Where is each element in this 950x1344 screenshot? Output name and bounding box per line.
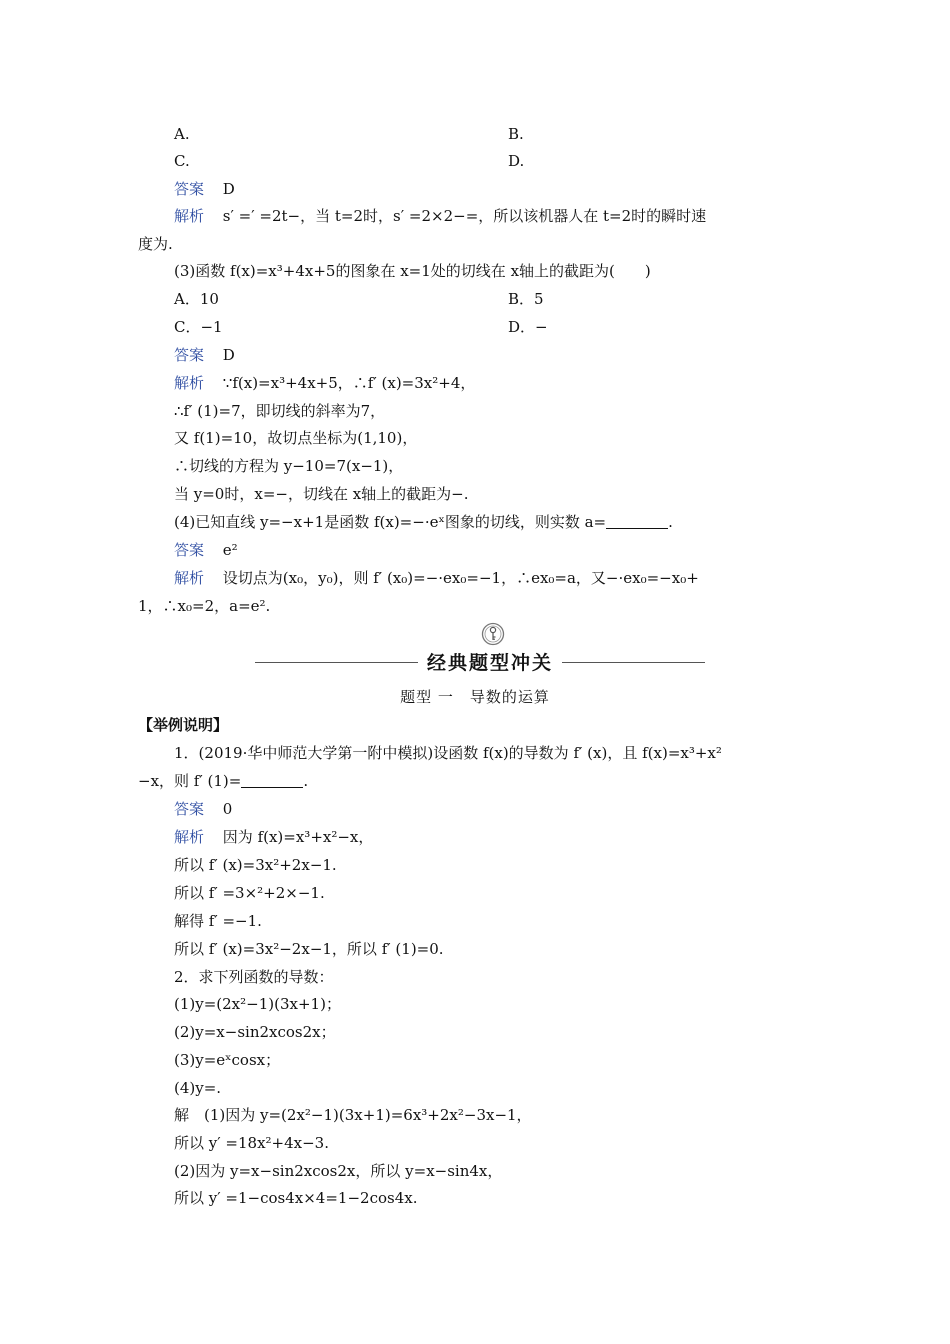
answer-value: D bbox=[222, 180, 235, 198]
answer-line bbox=[174, 540, 238, 560]
option-c: C. bbox=[174, 152, 190, 170]
analysis-line bbox=[174, 827, 373, 847]
example-2: 2．求下列函数的导数： bbox=[174, 968, 334, 986]
question-end: . bbox=[303, 772, 309, 790]
text-line: (3)y=eˣcosx； bbox=[174, 1051, 281, 1069]
text-line: 度为. bbox=[138, 235, 173, 253]
answer-line bbox=[174, 799, 232, 819]
analysis-text: 设切点为(x₀，y₀)，则 f′ (x₀)=−·ex₀=−1，∴ex₀=a，又−·ex₀=−x₀+ bbox=[222, 569, 699, 587]
text-line: (4)y=. bbox=[174, 1079, 222, 1097]
question-text: (4)已知直线 y=−x+1是函数 f(x)=−·eˣ图象的切线，则实数 a= bbox=[174, 513, 607, 531]
answer-value: D bbox=[222, 346, 235, 364]
text-line: 所以 f′ (x)=3x²−2x−1，所以 f′ (1)=0. bbox=[174, 940, 444, 958]
analysis-line bbox=[174, 568, 699, 588]
analysis-line bbox=[174, 373, 475, 393]
question-end: . bbox=[668, 513, 673, 531]
text-line: 所以 y′ =18x²+4x−3. bbox=[174, 1134, 329, 1152]
solution-line: 解 (1)因为 y=(2x²−1)(3x+1)=6x³+2x²−3x−1， bbox=[174, 1106, 532, 1124]
analysis-line bbox=[174, 206, 706, 226]
key-medal-icon bbox=[481, 622, 505, 646]
answer-label: 答案 bbox=[174, 800, 205, 818]
text-line: (1)y=(2x²−1)(3x+1)； bbox=[174, 995, 341, 1013]
option-a: A．10 bbox=[174, 290, 219, 308]
answer-line bbox=[174, 345, 235, 365]
banner-rule-right bbox=[562, 662, 705, 663]
answer-label: 答案 bbox=[174, 541, 205, 559]
text-line: (2)y=x−sin2xcos2x； bbox=[174, 1023, 336, 1041]
analysis-label: 解析 bbox=[174, 374, 205, 392]
question-3: (3)函数 f(x)=x³+4x+5的图象在 x=1处的切线在 x轴上的截距为( ) bbox=[174, 262, 651, 280]
option-c: C．−1 bbox=[174, 318, 223, 336]
text-line: ∴切线的方程为 y−10=7(x−1)， bbox=[174, 457, 404, 475]
option-d: D．− bbox=[508, 318, 548, 336]
analysis-label: 解析 bbox=[174, 207, 205, 225]
section-title: 题型 一 导数的运算 bbox=[400, 688, 550, 706]
option-d: D. bbox=[508, 152, 525, 170]
question-text: −x，则 f′ (1)= bbox=[138, 772, 242, 790]
analysis-label: 解析 bbox=[174, 828, 205, 846]
text-line: 所以 f′ =3×²+2×−1. bbox=[174, 884, 325, 902]
question-4 bbox=[174, 512, 673, 532]
text-line: (2)因为 y=x−sin2xcos2x，所以 y=x−sin4x， bbox=[174, 1162, 503, 1180]
text-line: 所以 f′ (x)=3x²+2x−1. bbox=[174, 856, 337, 874]
banner-rule-left bbox=[255, 662, 418, 663]
text-line: 解得 f′ =−1. bbox=[174, 912, 262, 930]
answer-value: 0 bbox=[222, 800, 233, 818]
answer-label: 答案 bbox=[174, 346, 205, 364]
option-a: A. bbox=[174, 125, 190, 143]
answer-line bbox=[174, 179, 235, 199]
option-b: B．5 bbox=[508, 290, 544, 308]
text-line: 所以 y′ =1−cos4x×4=1−2cos4x. bbox=[174, 1189, 418, 1207]
answer-blank bbox=[606, 514, 668, 529]
banner-title: 经典题型冲关 bbox=[426, 652, 553, 674]
example-1-cont bbox=[138, 771, 308, 791]
text-line: ∴f′ (1)=7，即切线的斜率为7， bbox=[174, 402, 386, 420]
text-line: 1，∴x₀=2，a=e². bbox=[138, 597, 271, 615]
answer-blank bbox=[241, 773, 303, 788]
answer-label: 答案 bbox=[174, 180, 205, 198]
text-line: 又 f(1)=10，故切点坐标为(1,10)， bbox=[174, 429, 418, 447]
analysis-label: 解析 bbox=[174, 569, 205, 587]
analysis-text: 因为 f(x)=x³+x²−x， bbox=[222, 828, 374, 846]
text-line: 当 y=0时，x=−，切线在 x轴上的截距为−. bbox=[174, 485, 469, 503]
answer-value: e² bbox=[222, 541, 238, 559]
option-b: B. bbox=[508, 125, 524, 143]
analysis-text: s′ =′ =2t−，当 t=2时，s′ =2×2−=，所以该机器人在 t=2时的瞬时速 bbox=[222, 207, 707, 225]
example-1: 1．(2019·华中师范大学第一附中模拟)设函数 f(x)的导数为 f′ (x)，且 f(x)=x³+x² bbox=[174, 744, 722, 762]
example-header: 【举例说明】 bbox=[138, 716, 229, 734]
analysis-text: ∵f(x)=x³+4x+5，∴f′ (x)=3x²+4， bbox=[222, 374, 476, 392]
